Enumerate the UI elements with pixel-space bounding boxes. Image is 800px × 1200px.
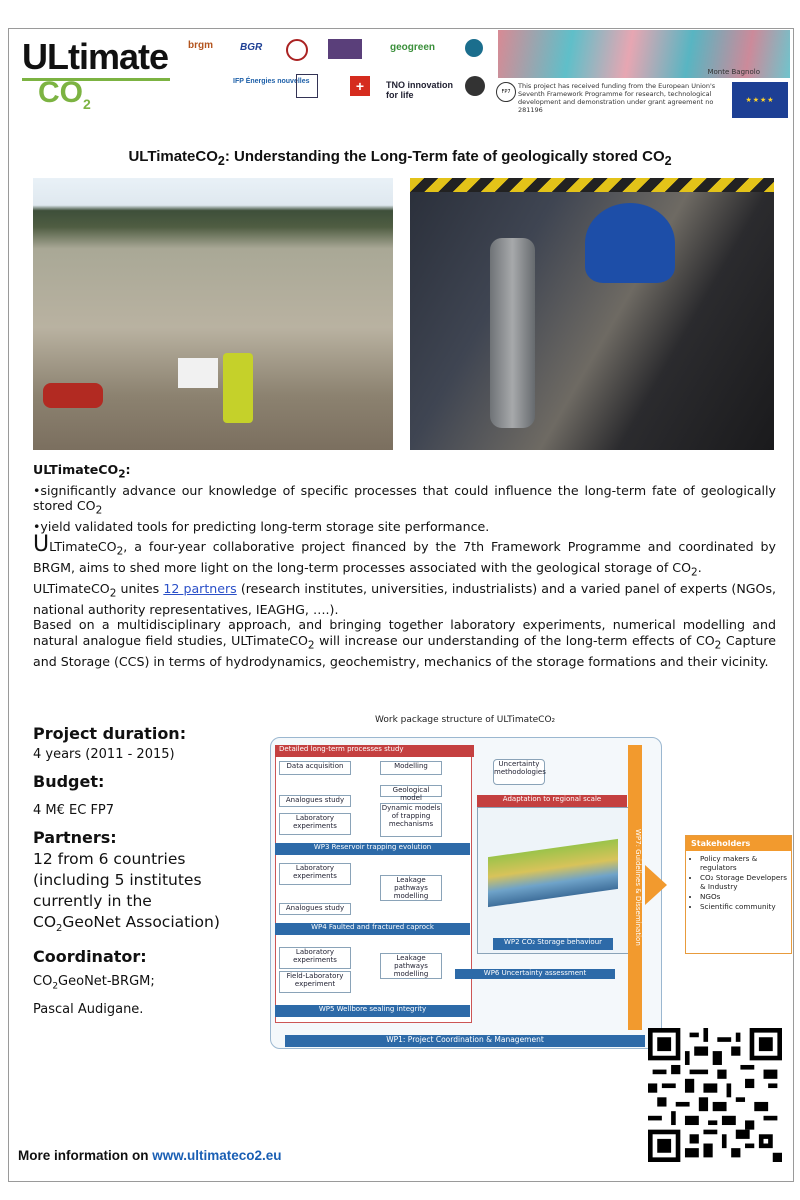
analogues-box: Analogues study — [279, 795, 351, 807]
partner-logo-tno: TNO innovation for life — [386, 80, 453, 100]
wp7-label: WP7: Guidelines & Dissemination — [628, 745, 642, 1030]
modelling-box: Modelling — [380, 761, 442, 775]
intro-section — [33, 462, 776, 535]
lab-experiments-box-2: Laboratory experiments — [279, 863, 351, 885]
work-package-diagram — [245, 715, 787, 1050]
detailed-study-header: Detailed long-term processes study — [275, 745, 474, 757]
stakeholder-item: • CO₂ Storage Developers & Industry — [700, 873, 791, 891]
fp7-logo: FP7 — [496, 82, 516, 102]
partners-label: Partners: — [33, 828, 117, 847]
coordinator-label: Coordinator: — [33, 947, 147, 967]
ultimate-co2-logo — [22, 34, 172, 114]
geological-map-image — [498, 30, 790, 78]
lab-experiments-box-3: Laboratory experiments — [279, 947, 351, 969]
duration-label: Project duration: — [33, 724, 187, 743]
wp3-label: WP3 Reservoir trapping evolution — [275, 843, 470, 855]
stakeholder-item: • Scientific community — [700, 902, 791, 911]
partners-value: 12 from 6 countries (including 5 institutes currently in the $CO_2GeoNet$ Association) — [33, 850, 220, 935]
partner-logo-bgr: BGR — [240, 42, 263, 53]
eu-flag-icon: ★★★★ — [732, 82, 788, 118]
laboratory-photo — [410, 178, 774, 450]
partner-logo-purple — [328, 39, 362, 59]
stakeholders-title: Stakeholders — [686, 836, 791, 851]
partner-logos — [178, 34, 498, 114]
project-facts — [33, 724, 253, 1027]
regional-model-box — [477, 807, 629, 954]
wp1-label: WP1: Project Coordination & Management — [285, 1035, 645, 1047]
photo-red-bag — [43, 383, 103, 408]
qr-code-icon — [648, 1028, 782, 1162]
partner-logo-geus — [465, 39, 483, 57]
regional-3d-model-image — [488, 839, 618, 907]
paragraph-2: ULTimateCO$_2$ unites 12 partners (research institutes, universities, industrialists) and a varied panel of experts (NGOs, national authority representatives, IEAGHG, ….). — [33, 580, 777, 617]
coordinator-value-2: Pascal Audigane. — [33, 1001, 144, 1017]
wp4-label: WP4 Faulted and fractured caprock — [275, 923, 470, 935]
paragraph-1: ULTimateCO$_2$, a four-year collaborative project financed by the 7th Framework Programme and coordinated by BRGM, aims to shed more light on the long-term processes associated with the geological storage of $CO_2$. — [33, 532, 776, 579]
intro-bullet-1: •significantly advance our knowledge of specific processes that could influence the long-term fate of geologically stored $CO_2$ — [33, 482, 776, 517]
uncertainty-box: Uncertainty methodologies — [493, 759, 545, 785]
partner-logo-ifp: IFP Énergies nouvelles — [233, 78, 310, 85]
more-information: More information on www.ultimateco2.eu — [18, 1148, 282, 1163]
swiss-flag-icon: + — [350, 76, 370, 96]
stakeholders-box — [685, 835, 792, 954]
wp5-label: WP5 Wellbore sealing integrity — [275, 1005, 470, 1017]
wp2-label: WP2 CO₂ Storage behaviour — [493, 938, 613, 950]
partner-logo-round — [465, 76, 485, 96]
photo-hazard-stripe — [410, 178, 774, 192]
wp6-label: WP6 Uncertainty assessment — [455, 969, 615, 979]
poster-title: ULTimateCO$_2$: Understanding the Long-Term fate of geologically stored $CO_2$ — [128, 148, 672, 168]
adaptation-header: Adaptation to regional scale — [477, 795, 627, 807]
header — [18, 30, 790, 120]
coordinator-value-1: $CO_2GeoNet$-BRGM; — [33, 974, 155, 992]
field-study-photo — [33, 178, 393, 450]
stakeholders-list — [686, 854, 791, 911]
duration-value: 4 years (2011 - 2015) — [33, 747, 175, 762]
leakage-modelling-box-2: Leakage pathways modelling — [380, 953, 442, 979]
data-acquisition-box: Data acquisition — [279, 761, 351, 775]
photo-person-vest — [223, 353, 253, 423]
partner-logo-brgm: brgm — [188, 40, 213, 51]
analogues-box-2: Analogues study — [279, 903, 351, 915]
budget-label: Budget: — [33, 772, 105, 791]
photo-equipment-box — [178, 358, 218, 388]
partner-logo-geogreen: geogreen — [390, 42, 436, 53]
stakeholder-item: • Policy makers & regulators — [700, 854, 791, 872]
intro-bullet-2: •yield validated tools for predicting long-term storage site performance. — [33, 519, 490, 535]
intro-heading: ULTimateCO$_2$: — [33, 462, 131, 481]
field-lab-box: Field-Laboratory experiment — [279, 971, 351, 993]
diagram-title: Work package structure of ULTimateCO₂ — [375, 715, 556, 725]
qr-code[interactable] — [648, 1028, 782, 1162]
website-link[interactable]: www.ultimateco2.eu — [152, 1148, 282, 1163]
funding-statement: This project has received funding from the European Union's Seventh Framework Programme for research, technological development and demonstration under grant agreement no 281196 — [518, 82, 716, 114]
description-section — [33, 532, 777, 669]
photo-blue-helmet — [585, 203, 675, 283]
logo-main-text: ULtimate — [22, 36, 169, 77]
dynamic-models-box: Dynamic models of trapping mechanisms — [380, 803, 442, 837]
partner-logo-seal — [286, 39, 308, 61]
lab-experiments-box: Laboratory experiments — [279, 813, 351, 835]
photo-gas-cylinder — [490, 238, 535, 428]
geological-model-box: Geological model — [380, 785, 442, 797]
logo-co2: $CO_2$ — [38, 76, 91, 112]
budget-value: 4 M€ EC FP7 — [33, 803, 115, 818]
stakeholder-item: • NGOs — [700, 892, 791, 901]
arrow-to-stakeholders-icon — [645, 865, 667, 905]
paragraph-3: Based on a multidisciplinary approach, and bringing together laboratory experiments, numerical modelling and natural analogue field studies, ULTimateCO$_2$ will increase our understanding of the long-term effects of $CO_2$ Capture and Storage (CCS) in terms of hydrodynamics, geochemistry, mechanics of the storage formations and their vicinity. — [33, 617, 777, 669]
partners-link[interactable]: 12 partners — [163, 580, 237, 596]
partner-logo-phimeca — [296, 74, 318, 98]
leakage-modelling-box-1: Leakage pathways modelling — [380, 875, 442, 901]
map-label: Monte Bagnolo — [707, 68, 760, 76]
